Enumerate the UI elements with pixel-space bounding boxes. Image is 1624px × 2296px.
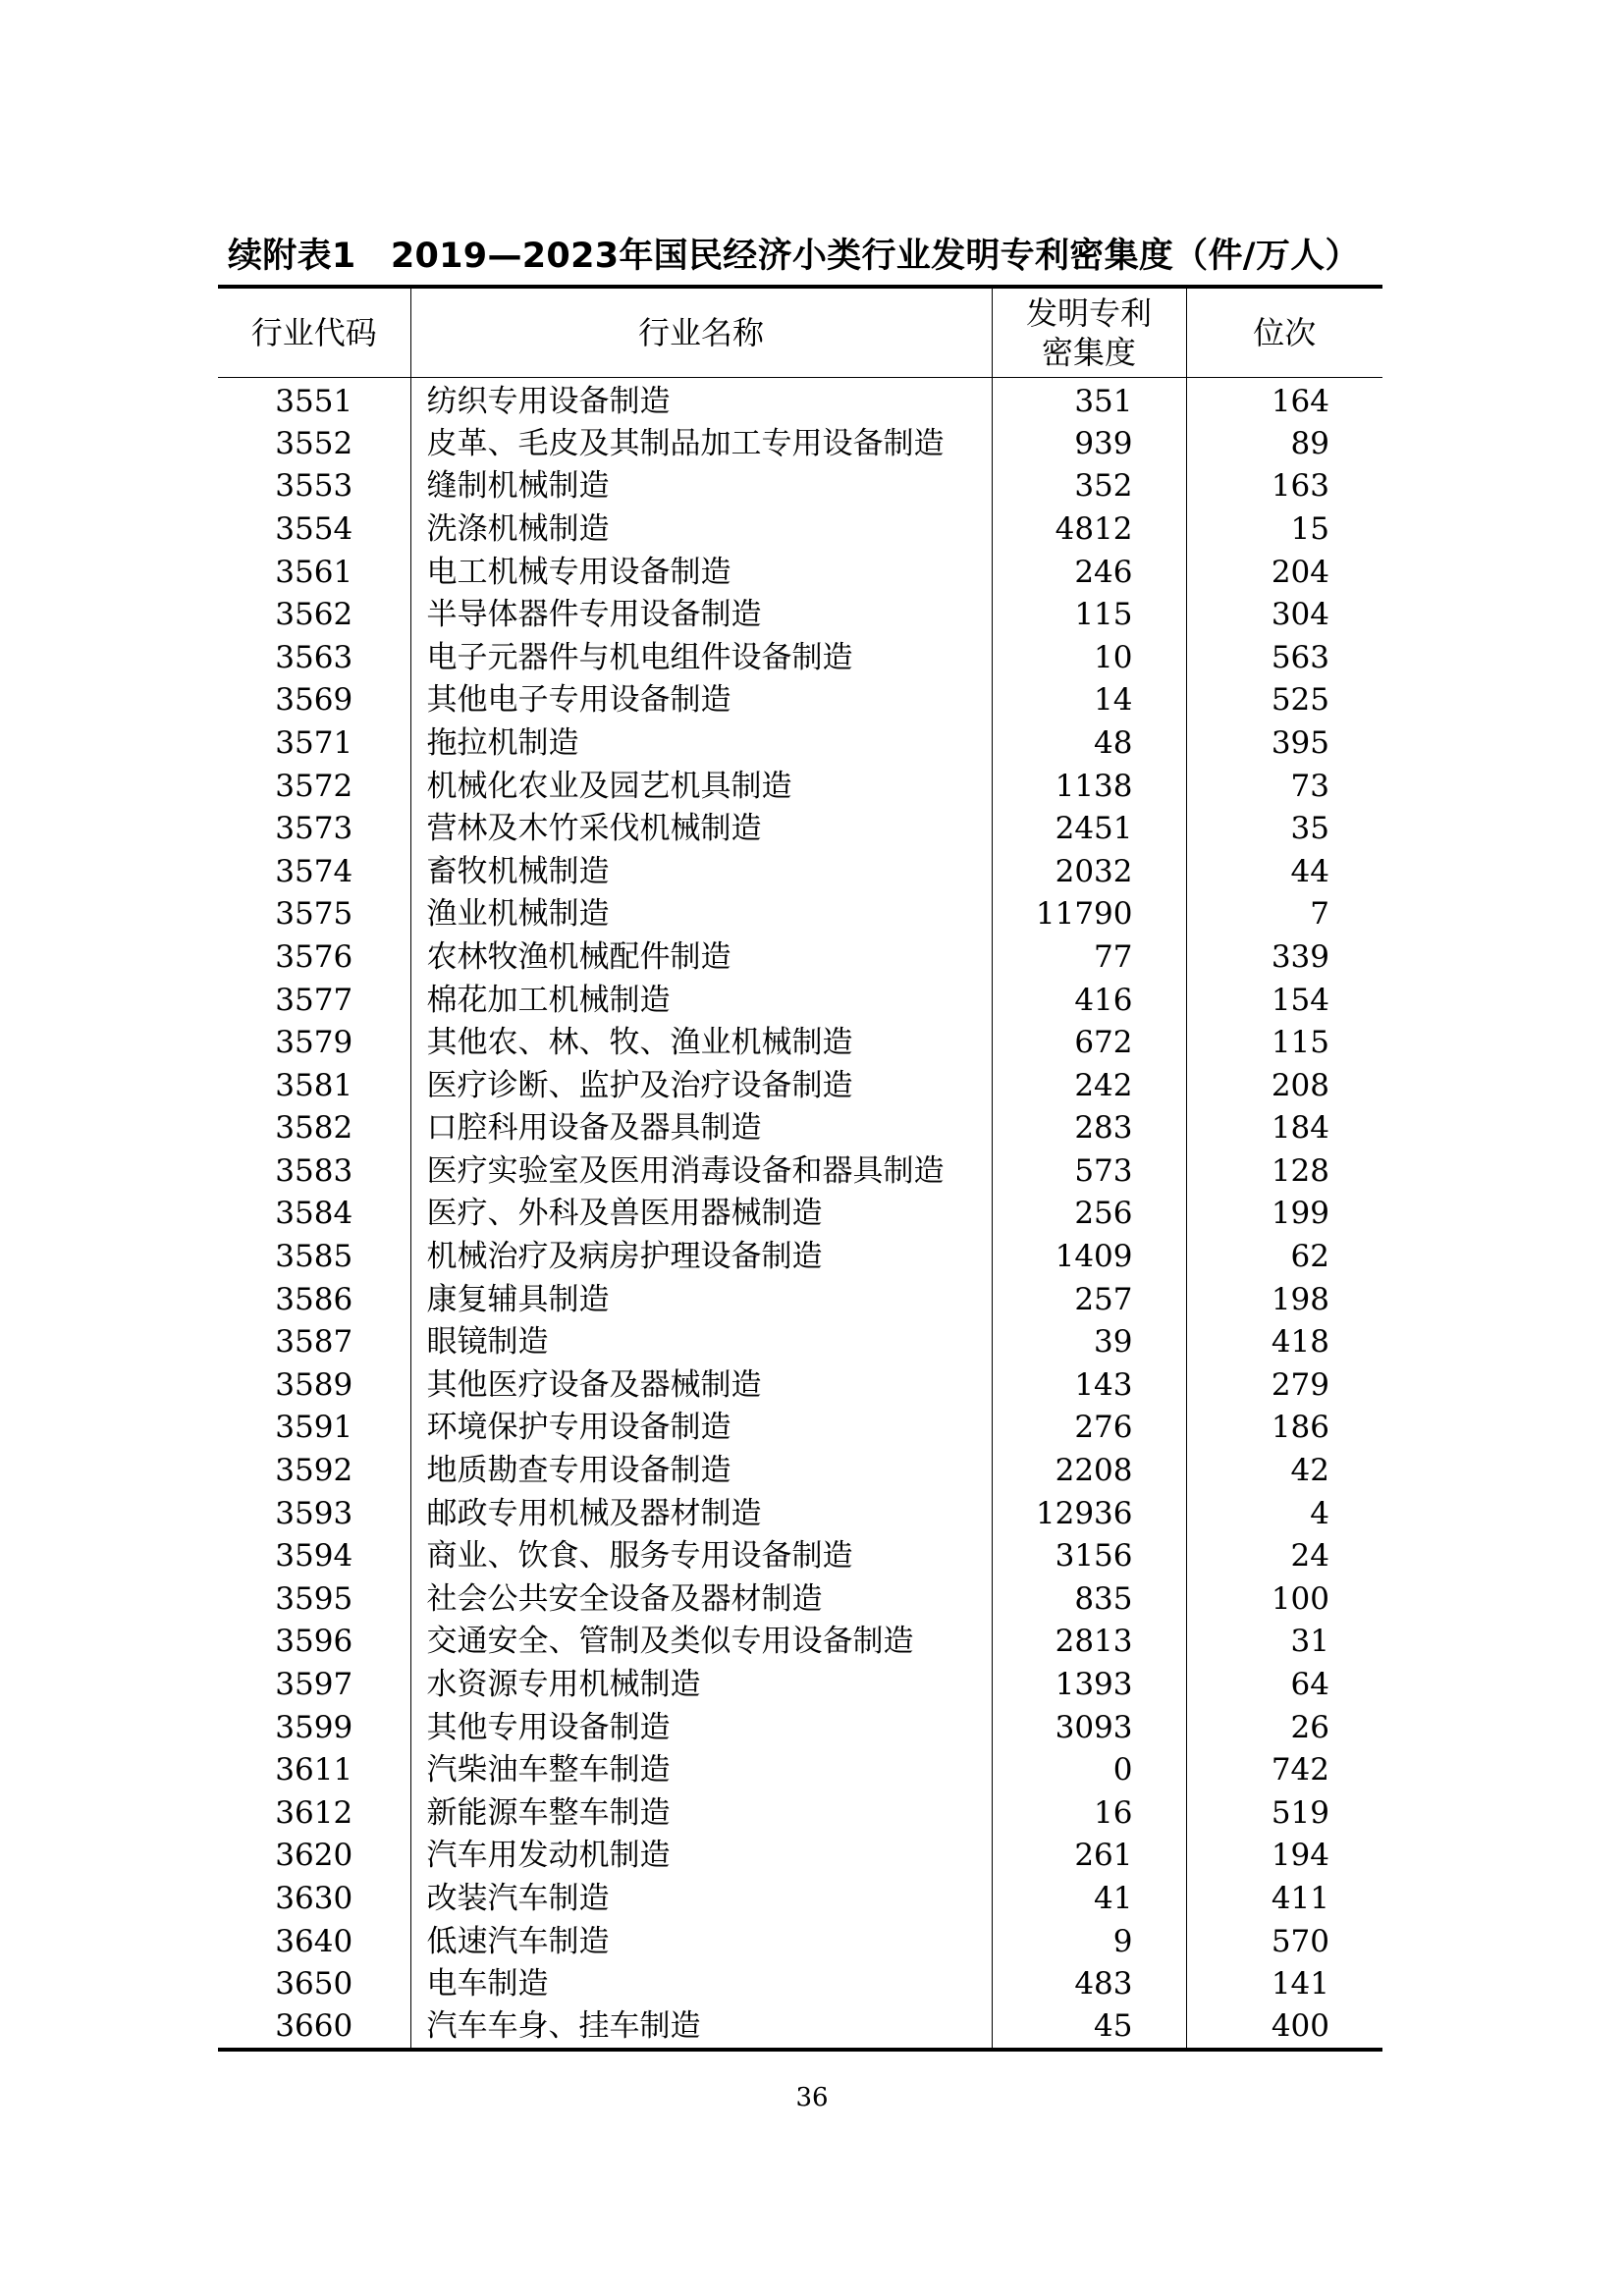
rank-cell: 400 [1186, 2005, 1382, 2050]
table-title: 续附表1 2019—2023年国民经济小类行业发明专利密集度（件/万人） [228, 237, 1360, 276]
patent-density-cell: 351 [992, 377, 1186, 423]
table-row [218, 1492, 1382, 1535]
industry-code-cell: 3577 [218, 979, 410, 1022]
rank-cell: 154 [1271, 982, 1329, 1018]
patent-density-cell: 256 [992, 1193, 1186, 1236]
table-row [218, 551, 1382, 594]
patent-density-cell: 257 [992, 1278, 1186, 1321]
patent-density-cell: 0 [992, 1749, 1186, 1792]
industry-name-cell: 拖拉机制造 [410, 722, 992, 766]
table-header-row [218, 287, 1382, 377]
rank-cell: 24 [1290, 1538, 1329, 1575]
industry-name-cell: 康复辅具制造 [410, 1278, 992, 1321]
industry-name-cell: 纺织专用设备制造 [410, 377, 992, 423]
industry-name-cell: 改装汽车制造 [410, 1878, 992, 1921]
patent-density-cell: 11790 [992, 893, 1186, 936]
industry-name-cell: 地质勘查专用设备制造 [410, 1450, 992, 1493]
industry-code-cell: 3551 [218, 377, 410, 423]
table-row [218, 1064, 1382, 1107]
industry-code-cell: 3587 [218, 1321, 410, 1364]
rank-cell: 31 [1290, 1624, 1329, 1660]
rank-cell: 73 [1290, 768, 1329, 804]
industry-code-cell: 3573 [218, 808, 410, 851]
patent-density-cell: 41 [992, 1878, 1186, 1921]
industry-code-cell: 3583 [218, 1150, 410, 1194]
industry-code-cell: 3586 [218, 1278, 410, 1321]
industry-name-cell: 汽车用发动机制造 [410, 1835, 992, 1878]
patent-density-table [218, 285, 1382, 2052]
patent-density-cell: 39 [992, 1321, 1186, 1364]
table-row [218, 850, 1382, 893]
patent-density-cell: 45 [992, 2005, 1186, 2050]
industry-code-cell: 3579 [218, 1022, 410, 1065]
table-row [218, 1920, 1382, 1963]
rank-cell: 7 [1310, 896, 1329, 933]
rank-cell: 204 [1271, 554, 1329, 590]
industry-code-cell: 3572 [218, 765, 410, 808]
industry-name-cell: 棉花加工机械制造 [410, 979, 992, 1022]
table-row [218, 1621, 1382, 1664]
industry-code-cell: 3552 [218, 423, 410, 466]
industry-code-cell: 3594 [218, 1535, 410, 1578]
industry-code-cell: 3589 [218, 1364, 410, 1408]
industry-name-cell: 医疗、外科及兽医用器械制造 [410, 1193, 992, 1236]
patent-density-cell: 143 [992, 1364, 1186, 1408]
industry-code-cell: 3553 [218, 465, 410, 508]
rank-cell: 4 [1310, 1495, 1329, 1531]
industry-code-cell: 3561 [218, 551, 410, 594]
table-row [218, 594, 1382, 637]
rank-cell: 742 [1271, 1752, 1329, 1789]
rank-cell: 411 [1271, 1880, 1329, 1916]
industry-name-cell: 其他专用设备制造 [410, 1706, 992, 1749]
table-row [218, 893, 1382, 936]
rank-cell: 64 [1290, 1667, 1329, 1703]
industry-name-cell: 新能源车整车制造 [410, 1792, 992, 1836]
industry-code-cell: 3585 [218, 1236, 410, 1279]
rank-cell: 198 [1271, 1281, 1329, 1317]
industry-code-cell: 3592 [218, 1450, 410, 1493]
industry-code-cell: 3640 [218, 1920, 410, 1963]
table-row [218, 1193, 1382, 1236]
industry-name-cell: 半导体器件专用设备制造 [410, 594, 992, 637]
industry-name-cell: 交通安全、管制及类似专用设备制造 [410, 1621, 992, 1664]
table-row [218, 1407, 1382, 1450]
patent-density-cell: 115 [992, 594, 1186, 637]
industry-name-cell: 商业、饮食、服务专用设备制造 [410, 1535, 992, 1578]
rank-cell: 304 [1271, 597, 1329, 633]
rank-cell: 186 [1271, 1410, 1329, 1446]
industry-name-cell: 机械治疗及病房护理设备制造 [410, 1236, 992, 1279]
industry-code-cell: 3596 [218, 1621, 410, 1664]
industry-name-cell: 机械化农业及园艺机具制造 [410, 765, 992, 808]
table-row [218, 1107, 1382, 1150]
industry-code-cell: 3620 [218, 1835, 410, 1878]
table-row [218, 936, 1382, 980]
industry-name-cell: 低速汽车制造 [410, 1920, 992, 1963]
table-row [218, 1450, 1382, 1493]
rank-cell: 100 [1271, 1580, 1329, 1617]
patent-density-cell: 1409 [992, 1236, 1186, 1279]
industry-name-cell: 口腔科用设备及器具制造 [410, 1107, 992, 1150]
rank-cell: 194 [1271, 1838, 1329, 1874]
table-row [218, 377, 1382, 423]
header-industry-name: 行业名称 [410, 287, 992, 377]
industry-code-cell: 3571 [218, 722, 410, 766]
industry-code-cell: 3650 [218, 1963, 410, 2006]
table-row [218, 679, 1382, 722]
industry-code-cell: 3554 [218, 508, 410, 552]
industry-code-cell: 3611 [218, 1749, 410, 1792]
table-row [218, 1535, 1382, 1578]
industry-code-cell: 3562 [218, 594, 410, 637]
industry-code-cell: 3597 [218, 1664, 410, 1707]
patent-density-cell: 48 [992, 722, 1186, 766]
table-row [218, 1364, 1382, 1408]
industry-name-cell: 眼镜制造 [410, 1321, 992, 1364]
patent-density-cell: 4812 [992, 508, 1186, 552]
rank-cell: 128 [1271, 1152, 1329, 1189]
rank-cell: 418 [1271, 1324, 1329, 1361]
industry-name-cell: 其他电子专用设备制造 [410, 679, 992, 722]
rank-cell: 26 [1290, 1709, 1329, 1745]
industry-name-cell: 汽柴油车整车制造 [410, 1749, 992, 1792]
patent-density-cell: 352 [992, 465, 1186, 508]
patent-density-cell: 283 [992, 1107, 1186, 1150]
patent-density-cell: 939 [992, 423, 1186, 466]
rank-cell: 563 [1271, 639, 1329, 675]
table-row [218, 1150, 1382, 1194]
table-row [218, 2005, 1382, 2050]
industry-name-cell: 洗涤机械制造 [410, 508, 992, 552]
rank-cell: 115 [1271, 1025, 1329, 1061]
table-row [218, 722, 1382, 766]
industry-name-cell: 医疗诊断、监护及治疗设备制造 [410, 1064, 992, 1107]
industry-name-cell: 医疗实验室及医用消毒设备和器具制造 [410, 1150, 992, 1194]
rank-cell: 141 [1271, 1966, 1329, 2002]
rank-cell: 519 [1271, 1794, 1329, 1831]
patent-density-cell: 12936 [992, 1492, 1186, 1535]
patent-density-cell: 14 [992, 679, 1186, 722]
rank-cell: 208 [1271, 1067, 1329, 1103]
industry-code-cell: 3599 [218, 1706, 410, 1749]
patent-density-cell: 3093 [992, 1706, 1186, 1749]
header-rank: 位次 [1186, 287, 1382, 377]
table-row [218, 1578, 1382, 1622]
industry-code-cell: 3584 [218, 1193, 410, 1236]
industry-name-cell: 营林及木竹采伐机械制造 [410, 808, 992, 851]
header-industry-code: 行业代码 [218, 287, 410, 377]
industry-code-cell: 3574 [218, 850, 410, 893]
patent-density-cell: 2813 [992, 1621, 1186, 1664]
rank-cell: 15 [1290, 510, 1329, 547]
table-row [218, 979, 1382, 1022]
table-body [218, 377, 1382, 2050]
industry-name-cell: 农林牧渔机械配件制造 [410, 936, 992, 980]
rank-cell: 184 [1271, 1110, 1329, 1147]
table-row [218, 465, 1382, 508]
industry-code-cell: 3582 [218, 1107, 410, 1150]
table-row [218, 1878, 1382, 1921]
rank-cell: 89 [1290, 425, 1329, 461]
industry-code-cell: 3595 [218, 1578, 410, 1622]
table-row [218, 1278, 1382, 1321]
patent-density-cell: 276 [992, 1407, 1186, 1450]
table-row [218, 636, 1382, 679]
industry-name-cell: 渔业机械制造 [410, 893, 992, 936]
patent-density-cell: 16 [992, 1792, 1186, 1836]
industry-code-cell: 3593 [218, 1492, 410, 1535]
rank-cell: 44 [1290, 853, 1329, 889]
rank-cell: 164 [1271, 383, 1329, 419]
page-number: 36 [795, 2083, 829, 2112]
table-row [218, 1706, 1382, 1749]
industry-code-cell: 3569 [218, 679, 410, 722]
table-row [218, 765, 1382, 808]
patent-density-cell: 10 [992, 636, 1186, 679]
industry-name-cell: 电工机械专用设备制造 [410, 551, 992, 594]
industry-code-cell: 3591 [218, 1407, 410, 1450]
patent-density-cell: 2451 [992, 808, 1186, 851]
table-row [218, 1749, 1382, 1792]
table-row [218, 1835, 1382, 1878]
table-row [218, 508, 1382, 552]
industry-name-cell: 畜牧机械制造 [410, 850, 992, 893]
rank-cell: 163 [1271, 468, 1329, 505]
rank-cell: 62 [1290, 1239, 1329, 1275]
patent-density-cell: 573 [992, 1150, 1186, 1194]
industry-name-cell: 其他医疗设备及器械制造 [410, 1364, 992, 1408]
industry-name-cell: 其他农、林、牧、渔业机械制造 [410, 1022, 992, 1065]
industry-code-cell: 3575 [218, 893, 410, 936]
table-row [218, 808, 1382, 851]
header-patent-density-line1: 发明专利 [1025, 294, 1152, 332]
rank-cell: 42 [1290, 1453, 1329, 1489]
industry-name-cell: 环境保护专用设备制造 [410, 1407, 992, 1450]
industry-code-cell: 3660 [218, 2005, 410, 2050]
industry-name-cell: 电车制造 [410, 1963, 992, 2006]
industry-name-cell: 缝制机械制造 [410, 465, 992, 508]
patent-density-cell: 242 [992, 1064, 1186, 1107]
patent-density-cell: 1393 [992, 1664, 1186, 1707]
patent-density-cell: 77 [992, 936, 1186, 980]
table-row [218, 1236, 1382, 1279]
patent-density-cell: 672 [992, 1022, 1186, 1065]
patent-density-cell: 246 [992, 551, 1186, 594]
rank-cell: 339 [1271, 938, 1329, 975]
patent-density-cell: 2032 [992, 850, 1186, 893]
industry-code-cell: 3563 [218, 636, 410, 679]
patent-density-cell: 483 [992, 1963, 1186, 2006]
industry-name-cell: 皮革、毛皮及其制品加工专用设备制造 [410, 423, 992, 466]
industry-name-cell: 汽车车身、挂车制造 [410, 2005, 992, 2050]
rank-cell: 35 [1290, 811, 1329, 847]
rank-cell: 525 [1271, 682, 1329, 719]
rank-cell: 279 [1271, 1366, 1329, 1403]
industry-name-cell: 水资源专用机械制造 [410, 1664, 992, 1707]
table-row [218, 1321, 1382, 1364]
patent-density-cell: 9 [992, 1920, 1186, 1963]
header-patent-density-line2: 密集度 [1041, 333, 1136, 371]
patent-density-cell: 3156 [992, 1535, 1186, 1578]
table-row [218, 423, 1382, 466]
industry-name-cell: 电子元器件与机电组件设备制造 [410, 636, 992, 679]
table-row [218, 1963, 1382, 2006]
industry-name-cell: 社会公共安全设备及器材制造 [410, 1578, 992, 1622]
rank-cell: 395 [1271, 724, 1329, 761]
patent-density-cell: 2208 [992, 1450, 1186, 1493]
patent-density-cell: 261 [992, 1835, 1186, 1878]
table-row [218, 1792, 1382, 1836]
industry-code-cell: 3612 [218, 1792, 410, 1836]
industry-code-cell: 3581 [218, 1064, 410, 1107]
patent-density-cell: 835 [992, 1578, 1186, 1622]
rank-cell: 199 [1271, 1196, 1329, 1232]
table-row [218, 1664, 1382, 1707]
industry-name-cell: 邮政专用机械及器材制造 [410, 1492, 992, 1535]
header-patent-density [992, 287, 1186, 377]
table-row [218, 1022, 1382, 1065]
rank-cell: 570 [1271, 1923, 1329, 1959]
industry-code-cell: 3576 [218, 936, 410, 980]
industry-code-cell: 3630 [218, 1878, 410, 1921]
patent-density-cell: 1138 [992, 765, 1186, 808]
patent-density-cell: 416 [992, 979, 1186, 1022]
